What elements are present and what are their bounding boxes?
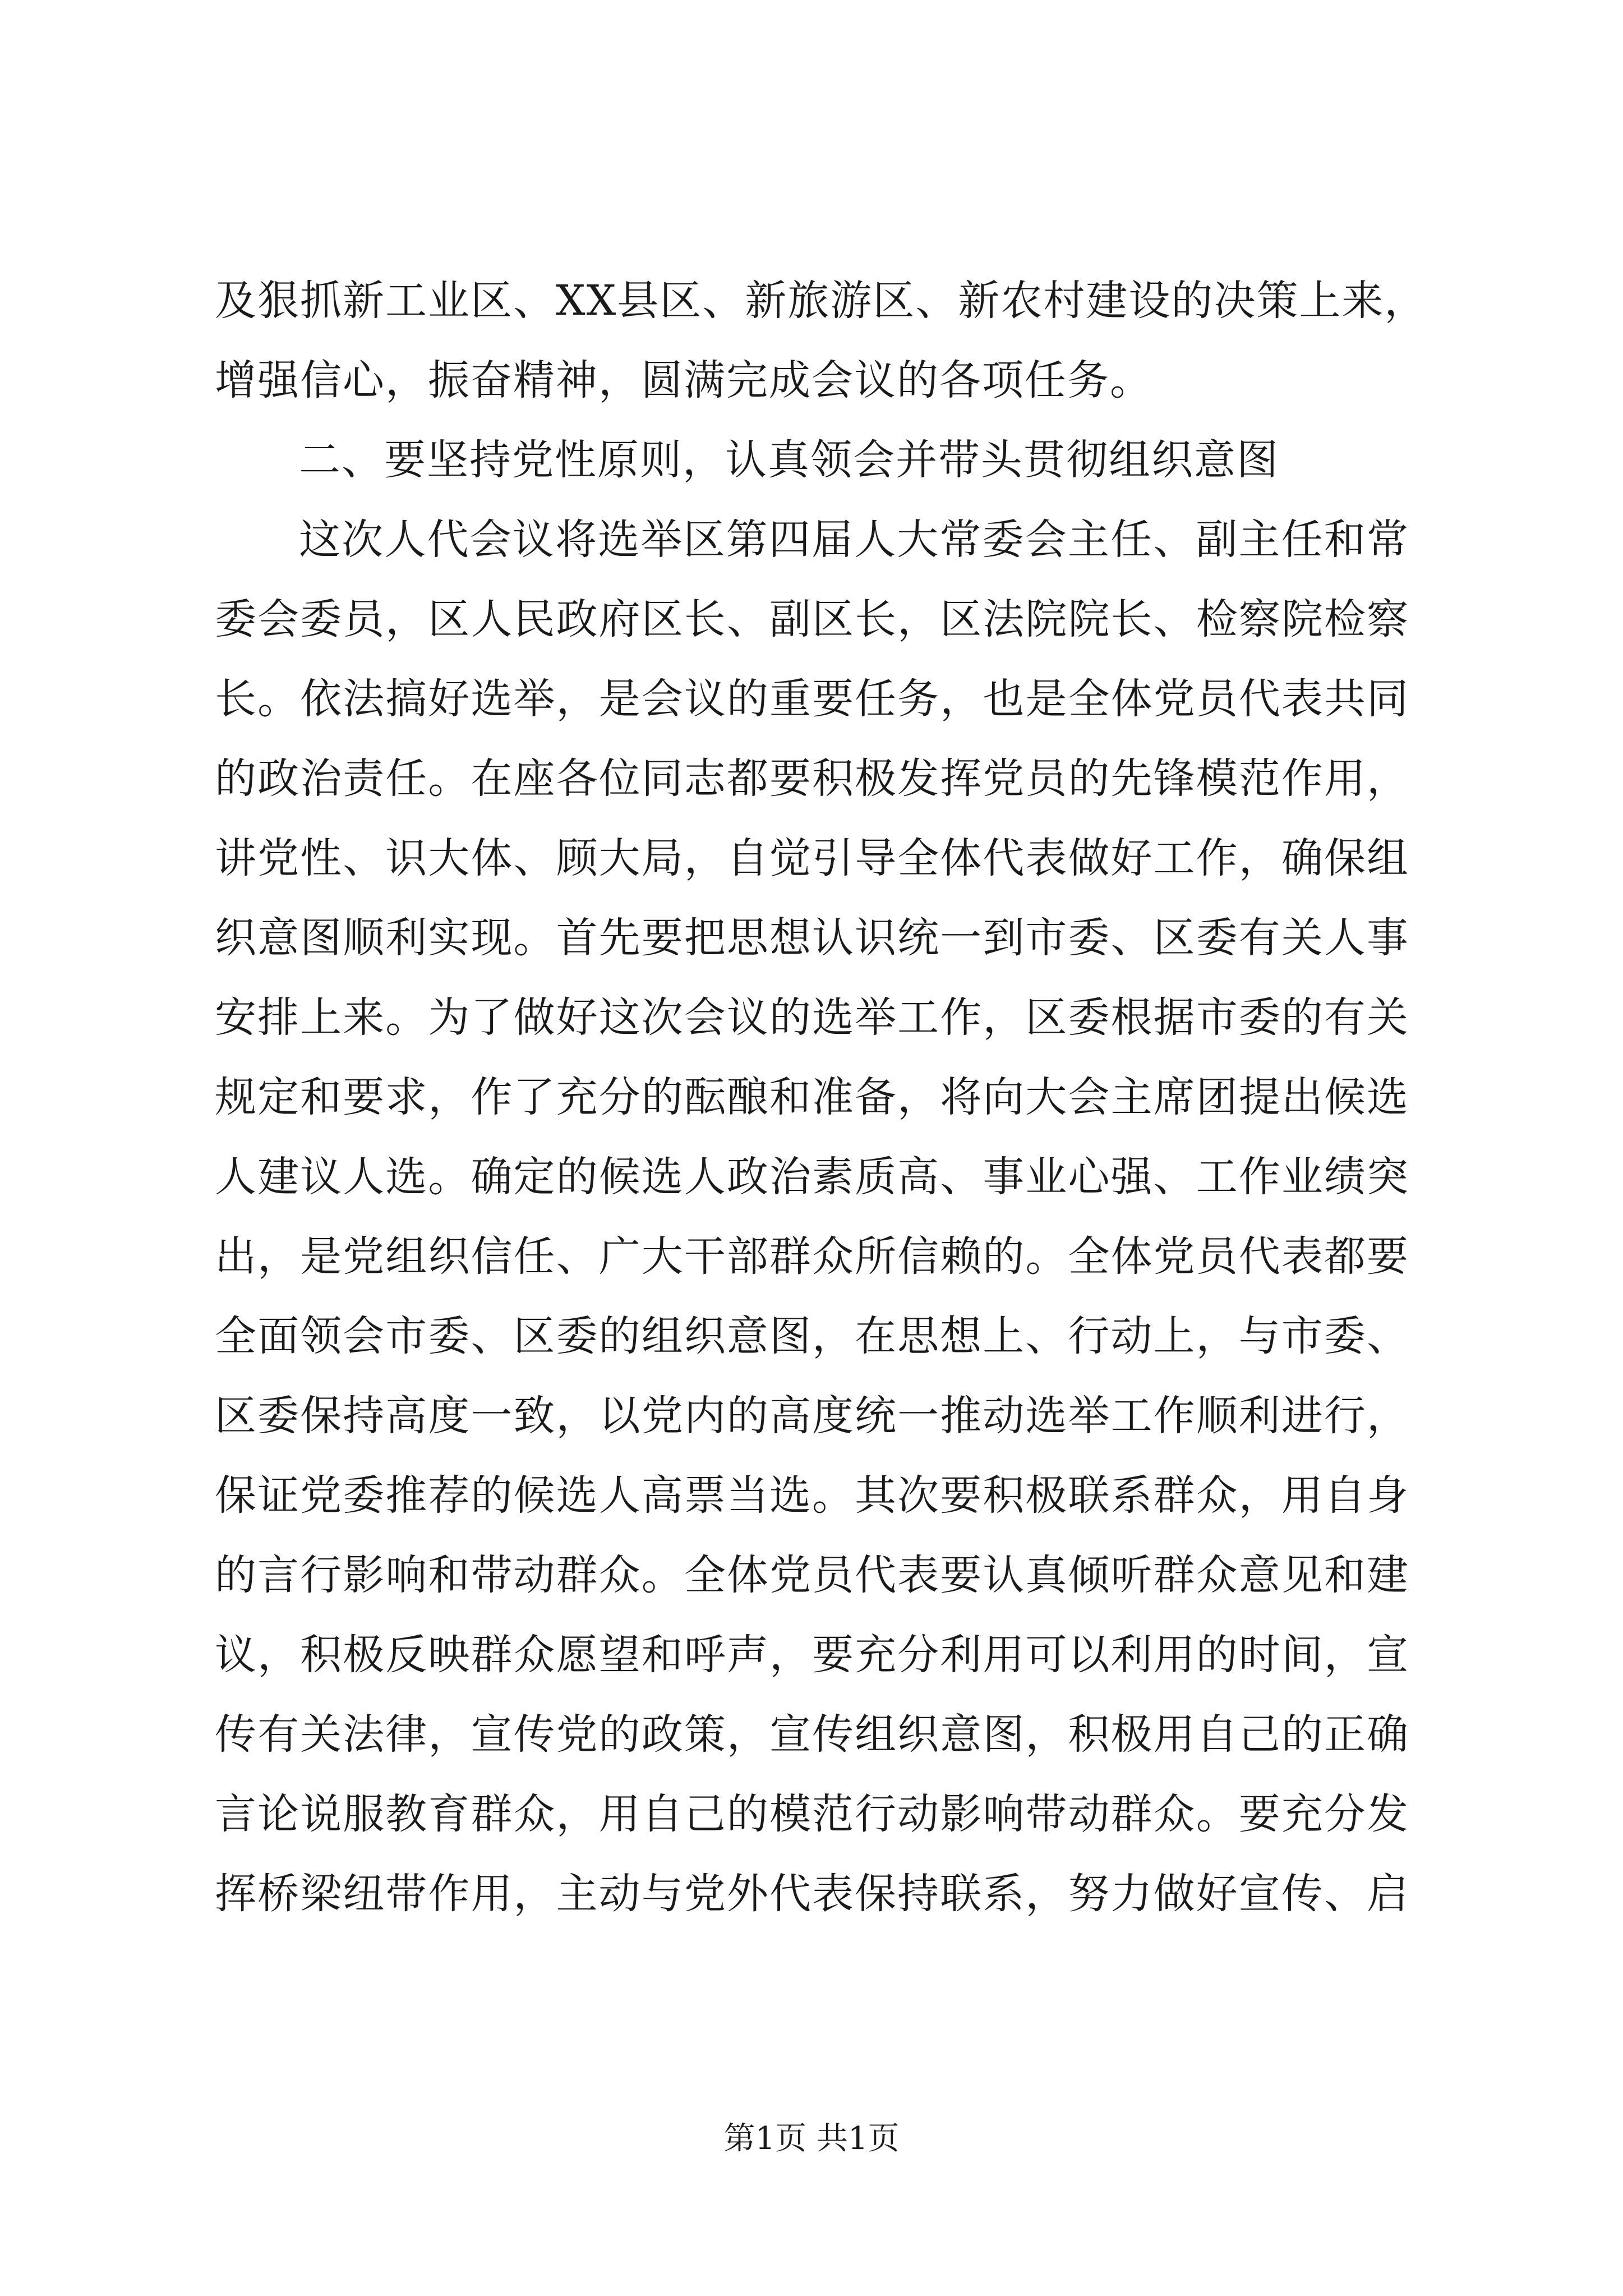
document-body: [215, 261, 1427, 1934]
text-line: 二、要坚持党性原则，认真领会并带头贯彻组织意图: [299, 436, 1279, 484]
text-line: 人建议人选。确定的候选人政治素质高、事业心强、工作业绩突: [215, 1153, 1409, 1201]
text-line: 传有关法律，宣传党的政策，宣传组织意图，积极用自己的正确: [215, 1710, 1409, 1759]
text-line: 挥桥梁纽带作用，主动与党外代表保持联系，努力做好宣传、启: [215, 1870, 1409, 1918]
text-line: 保证党委推荐的候选人高票当选。其次要积极联系群众，用自身: [215, 1471, 1409, 1520]
text-line: 这次人代会议将选举区第四届人大常委会主任、副主任和常: [299, 516, 1409, 564]
text-line: 议，积极反映群众愿望和呼声，要充分利用可以利用的时间，宣: [215, 1631, 1409, 1679]
text-line: 区委保持高度一致，以党内的高度统一推动选举工作顺利进行，: [215, 1392, 1409, 1440]
text-line: 长。依法搞好选举，是会议的重要任务，也是全体党员代表共同: [215, 675, 1409, 723]
text-line: 的政治责任。在座各位同志都要积极发挥党员的先锋模范作用，: [215, 754, 1409, 803]
text-line: 讲党性、识大体、顾大局，自觉引导全体代表做好工作，确保组: [215, 834, 1409, 882]
text-line: 委会委员，区人民政府区长、副区长，区法院院长、检察院检察: [215, 595, 1409, 643]
text-line: 言论说服教育群众，用自己的模范行动影响带动群众。要充分发: [215, 1790, 1409, 1838]
text-line: 的言行影响和带动群众。全体党员代表要认真倾听群众意见和建: [215, 1551, 1409, 1599]
text-line: 全面领会市委、区委的组织意图，在思想上、行动上，与市委、: [215, 1312, 1409, 1360]
text-line: 增强信心，振奋精神，圆满完成会议的各项任务。: [215, 356, 1152, 404]
text-line: 出，是党组织信任、广大干部群众所信赖的。全体党员代表都要: [215, 1232, 1409, 1281]
text-line: 织意图顺利实现。首先要把思想认识统一到市委、区委有关人事: [215, 914, 1409, 962]
page-footer: 第1页 共1页: [723, 2120, 900, 2157]
text-line: 规定和要求，作了充分的酝酿和准备，将向大会主席团提出候选: [215, 1073, 1409, 1121]
text-line: 安排上来。为了做好这次会议的选举工作，区委根据市委的有关: [215, 993, 1409, 1042]
text-line: 及狠抓新工业区、XX县区、新旅游区、新农村建设的决策上来，: [215, 277, 1427, 325]
